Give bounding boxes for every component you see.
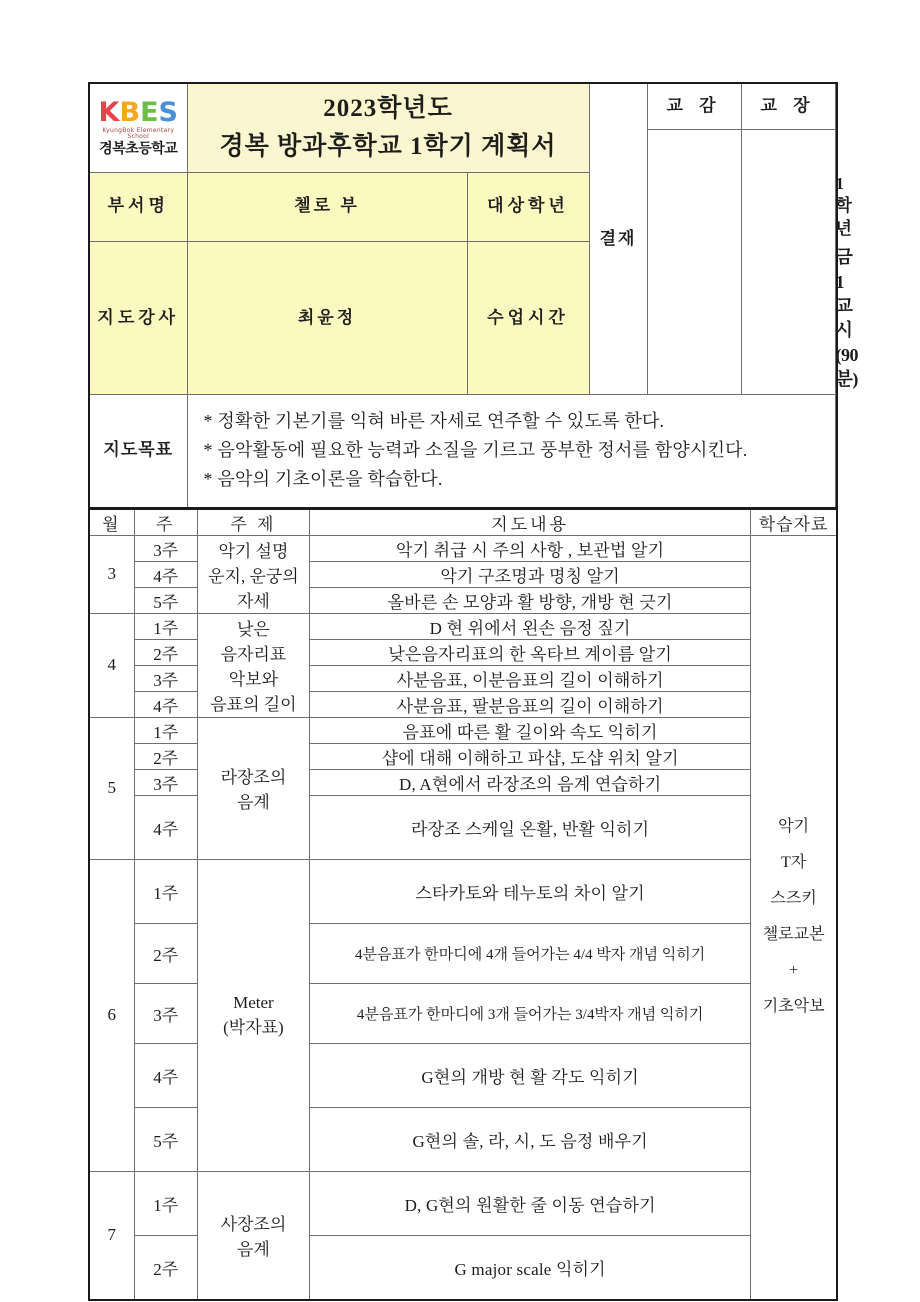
week-cell: 2주 <box>134 639 197 665</box>
content-cell: G현의 솔, 라, 시, 도 음정 배우기 <box>310 1107 751 1171</box>
header-row-title <box>89 83 837 129</box>
material-item: 기초악보 <box>762 998 825 1016</box>
material-item: 스즈키 <box>770 890 817 908</box>
content-cell: 올바른 손 모양과 활 방향, 개방 현 긋기 <box>310 587 751 613</box>
topic-line: 자세 <box>236 591 270 611</box>
content-cell: 4분음표가 한마디에 4개 들어가는 4/4 박자 개념 익히기 <box>310 923 751 983</box>
goal-item-3: * 음악의 기초이론을 학습한다. <box>203 469 443 490</box>
topic-line: 라장조의 <box>220 768 287 788</box>
value-target-grade: 1 학년 <box>835 172 837 242</box>
content-cell: 악기 구조명과 명칭 알기 <box>310 561 751 587</box>
schedule-header-row <box>89 509 837 536</box>
logo-letter-k: K <box>98 97 120 129</box>
topic-line: (박자표) <box>223 1017 284 1037</box>
week-cell: 2주 <box>134 1235 197 1300</box>
school-logo <box>92 99 185 156</box>
header-row-goals <box>89 395 837 508</box>
topic-line: 악기 설명 <box>218 541 289 561</box>
title-year: 2023학년도 <box>323 95 453 122</box>
month-cell-4: 4 <box>89 613 134 717</box>
document-title-cell <box>187 83 589 172</box>
week-cell: 4주 <box>134 691 197 717</box>
content-cell: 4분음표가 한마디에 3개 들어가는 3/4박자 개념 익히기 <box>310 983 751 1043</box>
week-cell: 1주 <box>134 1171 197 1235</box>
col-header-month: 월 <box>89 509 134 536</box>
month-cell-3: 3 <box>89 535 134 613</box>
col-header-content: 지도내용 <box>310 509 751 536</box>
logo-letter-b: B <box>119 97 141 129</box>
topic-line: Meter <box>233 992 274 1012</box>
week-cell: 2주 <box>134 743 197 769</box>
content-cell: 낮은음자리표의 한 옥타브 계이름 알기 <box>310 639 751 665</box>
content-cell: 음표에 따른 활 길이와 속도 익히기 <box>310 717 751 743</box>
material-item: + <box>789 962 799 980</box>
month-cell-6: 6 <box>89 859 134 1171</box>
logo-letter-e: E <box>140 97 159 129</box>
week-cell: 3주 <box>134 665 197 691</box>
signature-box-vice-principal[interactable] <box>647 129 741 394</box>
week-cell: 1주 <box>134 717 197 743</box>
content-cell: G현의 개방 현 활 각도 익히기 <box>310 1043 751 1107</box>
week-cell: 3주 <box>134 983 197 1043</box>
week-cell: 3주 <box>134 769 197 795</box>
topic-line: 낮은 <box>236 620 270 640</box>
sign-header-vice-principal: 교 감 <box>647 83 741 129</box>
approval-label: 결재 <box>589 83 647 395</box>
logo-acronym <box>98 97 178 129</box>
topic-cell-6 <box>197 859 309 1171</box>
logo-letter-s: S <box>158 97 178 129</box>
topic-cell-4 <box>197 613 309 717</box>
table-row <box>89 717 837 743</box>
label-target-grade: 대상학년 <box>467 172 589 242</box>
material-item: 첼로교본 <box>762 926 825 944</box>
week-cell: 1주 <box>134 859 197 923</box>
goal-item-1: * 정확한 기본기를 익혀 바른 자세로 연주할 수 있도록 한다. <box>203 411 665 432</box>
topic-cell-3 <box>197 535 309 613</box>
week-cell: 4주 <box>134 1043 197 1107</box>
topic-cell-7 <box>197 1171 309 1300</box>
logo-korean-name: 경복초등학교 <box>99 141 178 158</box>
label-goals: 지도목표 <box>89 395 187 508</box>
week-cell: 1주 <box>134 613 197 639</box>
col-header-materials: 학습자료 <box>751 509 837 536</box>
content-cell: 샵에 대해 이해하고 파샵, 도샵 위치 알기 <box>310 743 751 769</box>
table-row <box>89 1171 837 1235</box>
week-cell: 5주 <box>134 1107 197 1171</box>
sign-header-principal: 교 장 <box>741 83 835 129</box>
content-cell: 악기 취급 시 주의 사항 , 보관법 알기 <box>310 535 751 561</box>
content-cell: 사분음표, 이분음표의 길이 이해하기 <box>310 665 751 691</box>
week-cell: 3주 <box>134 535 197 561</box>
topic-cell-5 <box>197 717 309 859</box>
school-logo-cell <box>89 83 187 172</box>
topic-line: 사장조의 <box>220 1215 287 1235</box>
week-cell: 2주 <box>134 923 197 983</box>
content-cell: 라장조 스케일 온활, 반활 익히기 <box>310 795 751 859</box>
materials-list <box>751 809 836 1025</box>
value-teacher: 최윤정 <box>187 242 467 395</box>
label-class-time: 수업시간 <box>467 242 589 395</box>
value-class-time <box>835 242 859 395</box>
content-cell: D, G현의 원활한 줄 이동 연습하기 <box>310 1171 751 1235</box>
logo-english-name: KyungBok Elementary School <box>102 127 175 141</box>
content-cell: 사분음표, 팔분음표의 길이 이해하기 <box>310 691 751 717</box>
content-cell: D 현 위에서 왼손 음정 짚기 <box>310 613 751 639</box>
materials-cell <box>751 535 837 1300</box>
material-item: 악기 <box>778 818 810 836</box>
topic-line: 음표의 길이 <box>210 695 297 715</box>
table-row <box>89 859 837 923</box>
topic-line: 음자리표 <box>220 645 287 665</box>
week-cell: 5주 <box>134 587 197 613</box>
content-cell: 스타카토와 테누토의 차이 알기 <box>310 859 751 923</box>
col-header-topic: 주 제 <box>197 509 309 536</box>
goal-item-2: * 음악활동에 필요한 능력과 소질을 기르고 풍부한 정서를 함양시킨다. <box>203 440 748 461</box>
value-department: 첼로 부 <box>187 172 467 242</box>
table-row <box>89 535 837 561</box>
topic-line: 음계 <box>236 1240 270 1260</box>
week-cell: 4주 <box>134 795 197 859</box>
signature-box-principal[interactable] <box>741 129 835 394</box>
label-department: 부서명 <box>89 172 187 242</box>
month-cell-7: 7 <box>89 1171 134 1300</box>
goals-body <box>187 395 835 508</box>
topic-line: 악보와 <box>228 670 279 690</box>
topic-line: 음계 <box>236 793 270 813</box>
topic-line: 운지, 운궁의 <box>208 566 299 586</box>
content-cell: D, A현에서 라장조의 음계 연습하기 <box>310 769 751 795</box>
table-row <box>89 613 837 639</box>
document-page <box>88 82 859 1301</box>
material-item: T자 <box>781 854 807 872</box>
month-cell-5: 5 <box>89 717 134 859</box>
col-header-week: 주 <box>134 509 197 536</box>
title-main: 경복 방과후학교 1학기 계획서 <box>219 132 557 160</box>
content-cell: G major scale 익히기 <box>310 1235 751 1300</box>
week-cell: 4주 <box>134 561 197 587</box>
label-teacher: 지도강사 <box>89 242 187 395</box>
header-table <box>88 82 859 509</box>
schedule-table <box>88 508 838 1301</box>
